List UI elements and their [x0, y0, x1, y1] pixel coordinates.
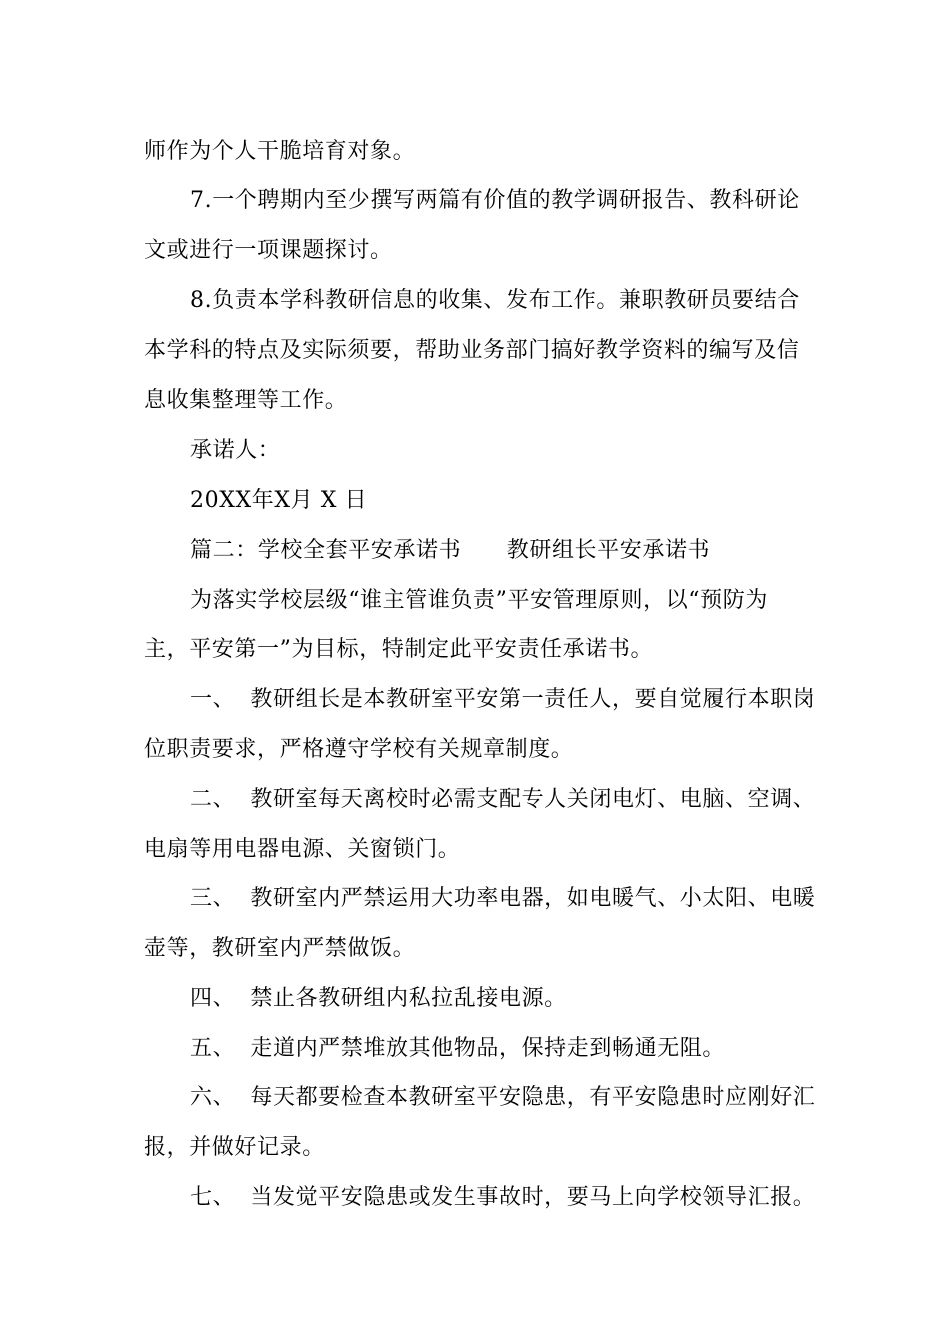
text-line: 报，并做好记录。 — [144, 1135, 325, 1160]
list-item-7: 七、 当发觉平安隐患或发生事故时，要马上向学校领导汇报。 — [190, 1185, 816, 1210]
text-line: 为落实学校层级“谁主管谁负责”平安管理原则，以“预防为 — [190, 588, 768, 613]
list-item-3: 三、 教研室内严禁运用大功率电器，如电暖气、小太阳、电暖 — [190, 886, 816, 911]
text-line: 位职责要求，严格遵守学校有关规章制度。 — [144, 737, 574, 762]
date-line: 20XX年X月 X 日 — [190, 488, 368, 513]
text-line: 8.负责本学科教研信息的收集、发布工作。兼职教研员要结合 — [190, 288, 800, 313]
text-line: 壶等，教研室内严禁做饭。 — [144, 936, 416, 961]
list-item-6: 六、 每天都要检查本教研室平安隐患，有平安隐患时应刚好汇 — [190, 1085, 816, 1110]
text-line: 电扇等用电器电源、关窗锁门。 — [144, 837, 461, 862]
text-line: 主，平安第一”为目标，特制定此平安责任承诺书。 — [144, 637, 654, 662]
list-item-4: 四、 禁止各教研组内私拉乱接电源。 — [190, 986, 567, 1011]
text-line: 7.一个聘期内至少撰写两篇有价值的教学调研报告、教科研论 — [190, 188, 800, 213]
text-line: 息收集整理等工作。 — [144, 388, 348, 413]
text-line: 师作为个人干脆培育对象。 — [144, 139, 416, 164]
signature-label: 承诺人： — [190, 438, 281, 463]
list-item-1: 一、 教研组长是本教研室平安第一责任人，要自觉履行本职岗 — [190, 687, 816, 712]
text-line: 本学科的特点及实际须要，帮助业务部门搞好教学资料的编写及信 — [144, 338, 800, 363]
section-heading: 篇二：学校全套平安承诺书 教研组长平安承诺书 — [190, 538, 711, 563]
text-line: 文或进行一项课题探讨。 — [144, 238, 393, 263]
list-item-5: 五、 走道内严禁堆放其他物品，保持走到畅通无阻。 — [190, 1036, 725, 1061]
list-item-2: 二、 教研室每天离校时必需支配专人关闭电灯、电脑、空调、 — [190, 787, 816, 812]
